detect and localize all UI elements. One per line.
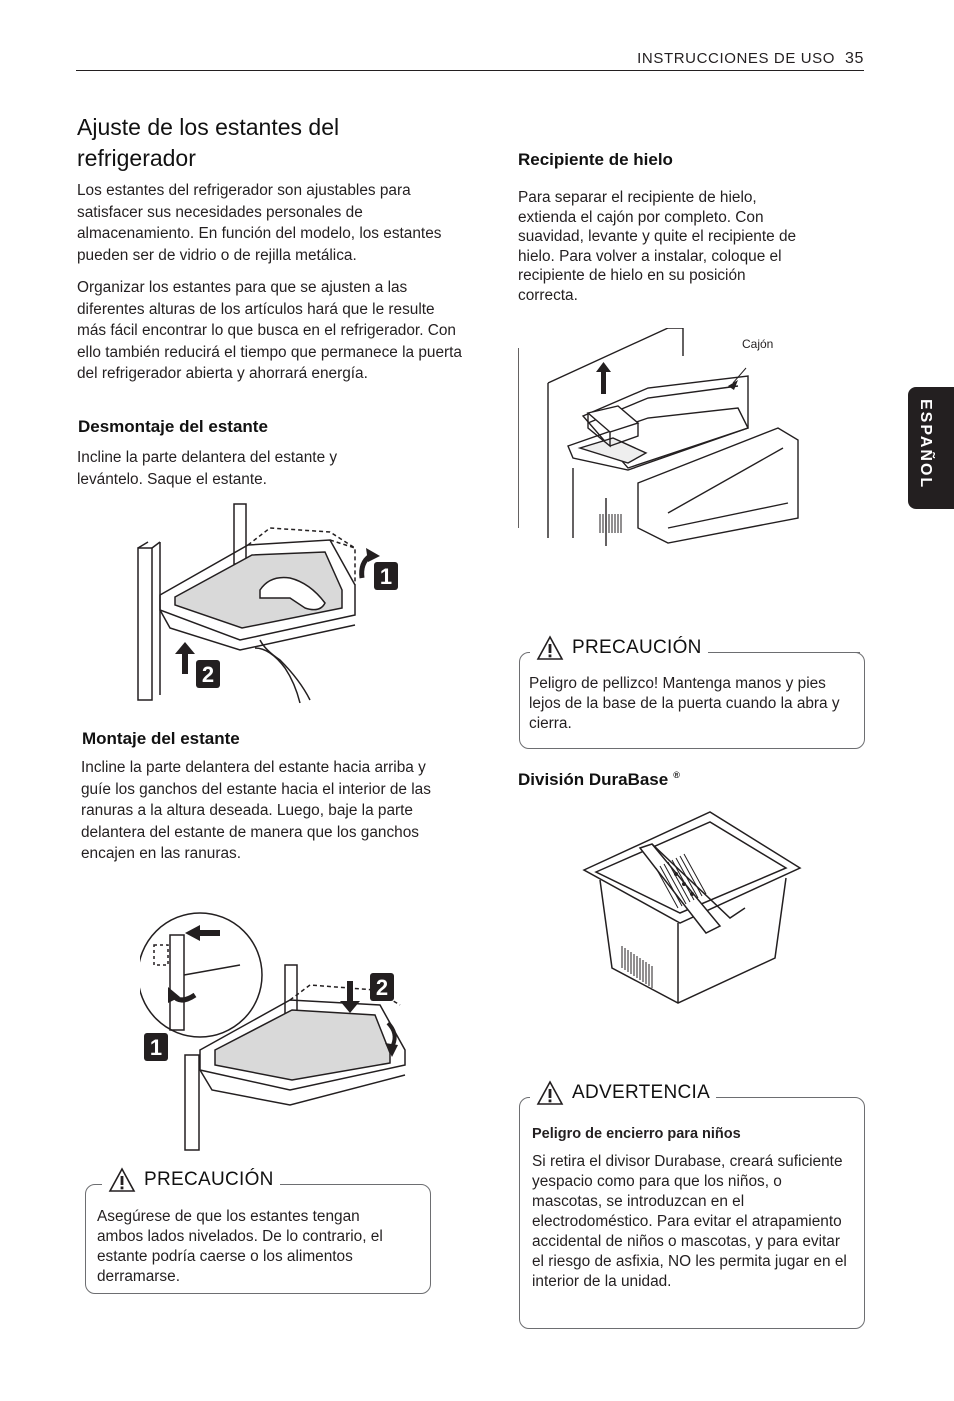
ice-heading: Recipiente de hielo	[518, 150, 673, 169]
running-header	[637, 50, 864, 68]
language-tab-label: ESPAÑOL	[917, 399, 934, 490]
header-section: INSTRUCCIONES DE USO	[637, 50, 835, 67]
pinch-caution-rule	[730, 652, 860, 653]
desmontaje-text: Incline la parte delantera del estante y levántelo. Saque el estante.	[77, 449, 338, 488]
warning-triangle-icon	[108, 1167, 136, 1193]
language-tab	[908, 387, 954, 509]
shelf-mounting-illustration	[140, 905, 415, 1155]
desmontaje-heading: Desmontaje del estante	[78, 417, 268, 436]
mounting-step-2: 2	[375, 975, 389, 1000]
pinch-caution-title-row	[530, 635, 708, 661]
ice-bin-illustration	[518, 328, 803, 546]
drawer-label: Cajón	[742, 337, 774, 351]
durabase-bin-illustration	[580, 808, 805, 1008]
section-title: Ajuste de los estantes del refrigerador	[77, 114, 340, 171]
warning-triangle-icon	[536, 635, 564, 661]
warning-triangle-icon	[536, 1080, 564, 1106]
durabase-heading-text: División DuraBase	[518, 770, 669, 789]
removal-step-2: 2	[201, 662, 215, 687]
pinch-caution-text: Peligro de pellizco! Mantenga manos y pies lejos de la base de la puerta cuando la abra y cierra.	[529, 675, 840, 732]
pinch-caution-box	[519, 637, 865, 749]
intro-paragraph-2: Organizar los estantes para que se ajusten a las diferentes alturas de los artículos hará que le resulte más fácil encontrar lo que busca en el refrigerador. Con ello también reducirá el tiempo que permanece la puerta del refrigerador abierta y ahorrará energía.	[77, 279, 462, 382]
warning-title-row	[530, 1080, 716, 1106]
shelf-caution-text: Asegúrese de que los estantes tengan ambos lados nivelados. De lo contrario, el estante podría caerse o los alimentos derramarse.	[97, 1208, 383, 1285]
child-entrapment-warning-box	[519, 1082, 865, 1329]
warning-text: Si retira el divisor Durabase, creará suficiente yespacio como para que los niños, o mascotas, se introduzcan en el electrodoméstico. Para evitar el atrapamiento accidental de niños o mascotas, y para evitar el riesgo de asfixia, NO les permita jugar en el interior de la unidad.	[532, 1153, 847, 1290]
durabase-heading	[518, 770, 680, 790]
registered-mark: ®	[673, 770, 680, 781]
mounting-step-1: 1	[149, 1035, 163, 1060]
shelf-caution-title-row	[102, 1167, 280, 1193]
shelf-removal-illustration	[130, 500, 410, 705]
warning-subtitle: Peligro de encierro para niños	[532, 1126, 741, 1142]
removal-step-1: 1	[379, 564, 393, 589]
warning-title: ADVERTENCIA	[572, 1082, 711, 1103]
header-rule	[76, 70, 864, 71]
ice-text: Para separar el recipiente de hielo, extienda el cajón por completo. Con suavidad, levante y quite el recipiente de hielo. Para volver a instalar, coloque el recipiente de hielo en su posición correcta.	[518, 189, 797, 304]
intro-paragraph-1: Los estantes del refrigerador son ajustables para satisfacer sus necesidades personales de almacenamiento. En función del modelo, los estantes pueden ser de vidrio o de rejilla metálica.	[77, 182, 442, 264]
montaje-text: Incline la parte delantera del estante hacia arriba y guíe los ganchos del estante hacia el interior de las ranuras a la altura deseada. Luego, baje la parte delantera del estante de manera que los ganchos encajen en las ranuras.	[81, 759, 431, 862]
shelf-caution-title: PRECAUCIÓN	[144, 1169, 274, 1190]
shelf-caution-box	[85, 1169, 431, 1294]
montaje-heading: Montaje del estante	[82, 729, 240, 748]
page-number: 35	[845, 50, 864, 67]
pinch-caution-title: PRECAUCIÓN	[572, 637, 702, 658]
